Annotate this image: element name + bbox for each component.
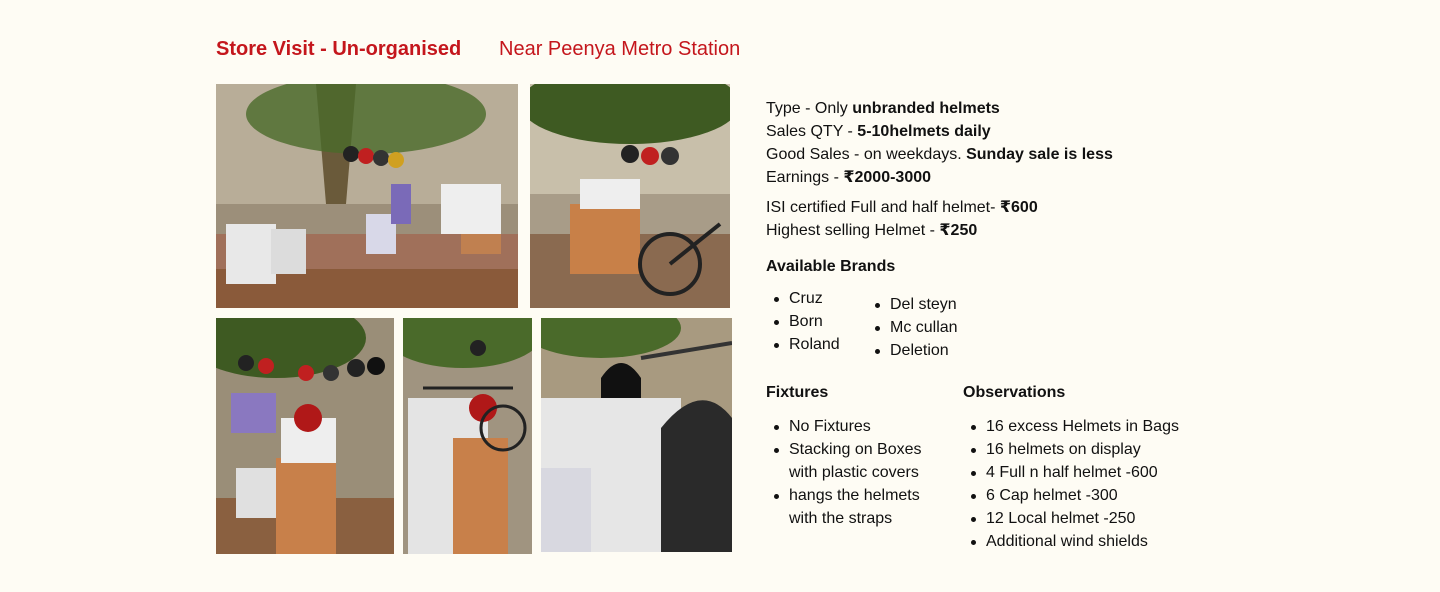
fixtures-list	[766, 415, 922, 530]
list-item: Born	[766, 310, 840, 333]
store-photo-1	[216, 84, 518, 308]
list-item: Deletion	[867, 339, 958, 362]
brands-list-1	[766, 287, 840, 356]
store-photo-5	[541, 318, 732, 552]
detail-highest-selling: Highest selling Helmet - ₹250	[766, 222, 978, 239]
list-item: No Fixtures	[766, 415, 922, 438]
store-location: Near Peenya Metro Station	[499, 38, 741, 60]
detail-good-sales: Good Sales - on weekdays. Sunday sale is less	[766, 146, 1113, 163]
detail-sales-qty: Sales QTY - 5-10helmets daily	[766, 123, 991, 140]
detail-type: Type - Only unbranded helmets	[766, 100, 1000, 117]
list-item-continuation: with plastic covers	[789, 464, 919, 481]
list-item: Stacking on Boxes	[766, 438, 922, 461]
store-photo-3	[216, 318, 394, 554]
observations-list	[963, 415, 1179, 553]
list-item: Cruz	[766, 287, 840, 310]
list-item: 4 Full n half helmet -600	[963, 461, 1179, 484]
list-item: 16 helmets on display	[963, 438, 1179, 461]
list-item: 12 Local helmet -250	[963, 507, 1179, 530]
store-photo-2	[530, 84, 730, 308]
brands-heading: Available Brands	[766, 258, 896, 275]
list-item: hangs the helmets	[766, 484, 922, 507]
list-item: 6 Cap helmet -300	[963, 484, 1179, 507]
page-title: Store Visit - Un-organised	[216, 38, 462, 60]
store-photo-4	[403, 318, 532, 554]
list-item: Additional wind shields	[963, 530, 1179, 553]
detail-earnings: Earnings - ₹2000-3000	[766, 169, 932, 186]
brands-list-2	[867, 293, 958, 362]
observations-heading: Observations	[963, 384, 1066, 401]
list-item: Roland	[766, 333, 840, 356]
list-item: 16 excess Helmets in Bags	[963, 415, 1179, 438]
detail-isi-certified: ISI certified Full and half helmet- ₹600	[766, 199, 1038, 216]
list-item-continuation: with the straps	[789, 510, 893, 527]
fixtures-heading: Fixtures	[766, 384, 829, 401]
list-item: Del steyn	[867, 293, 958, 316]
list-item: Mc cullan	[867, 316, 958, 339]
